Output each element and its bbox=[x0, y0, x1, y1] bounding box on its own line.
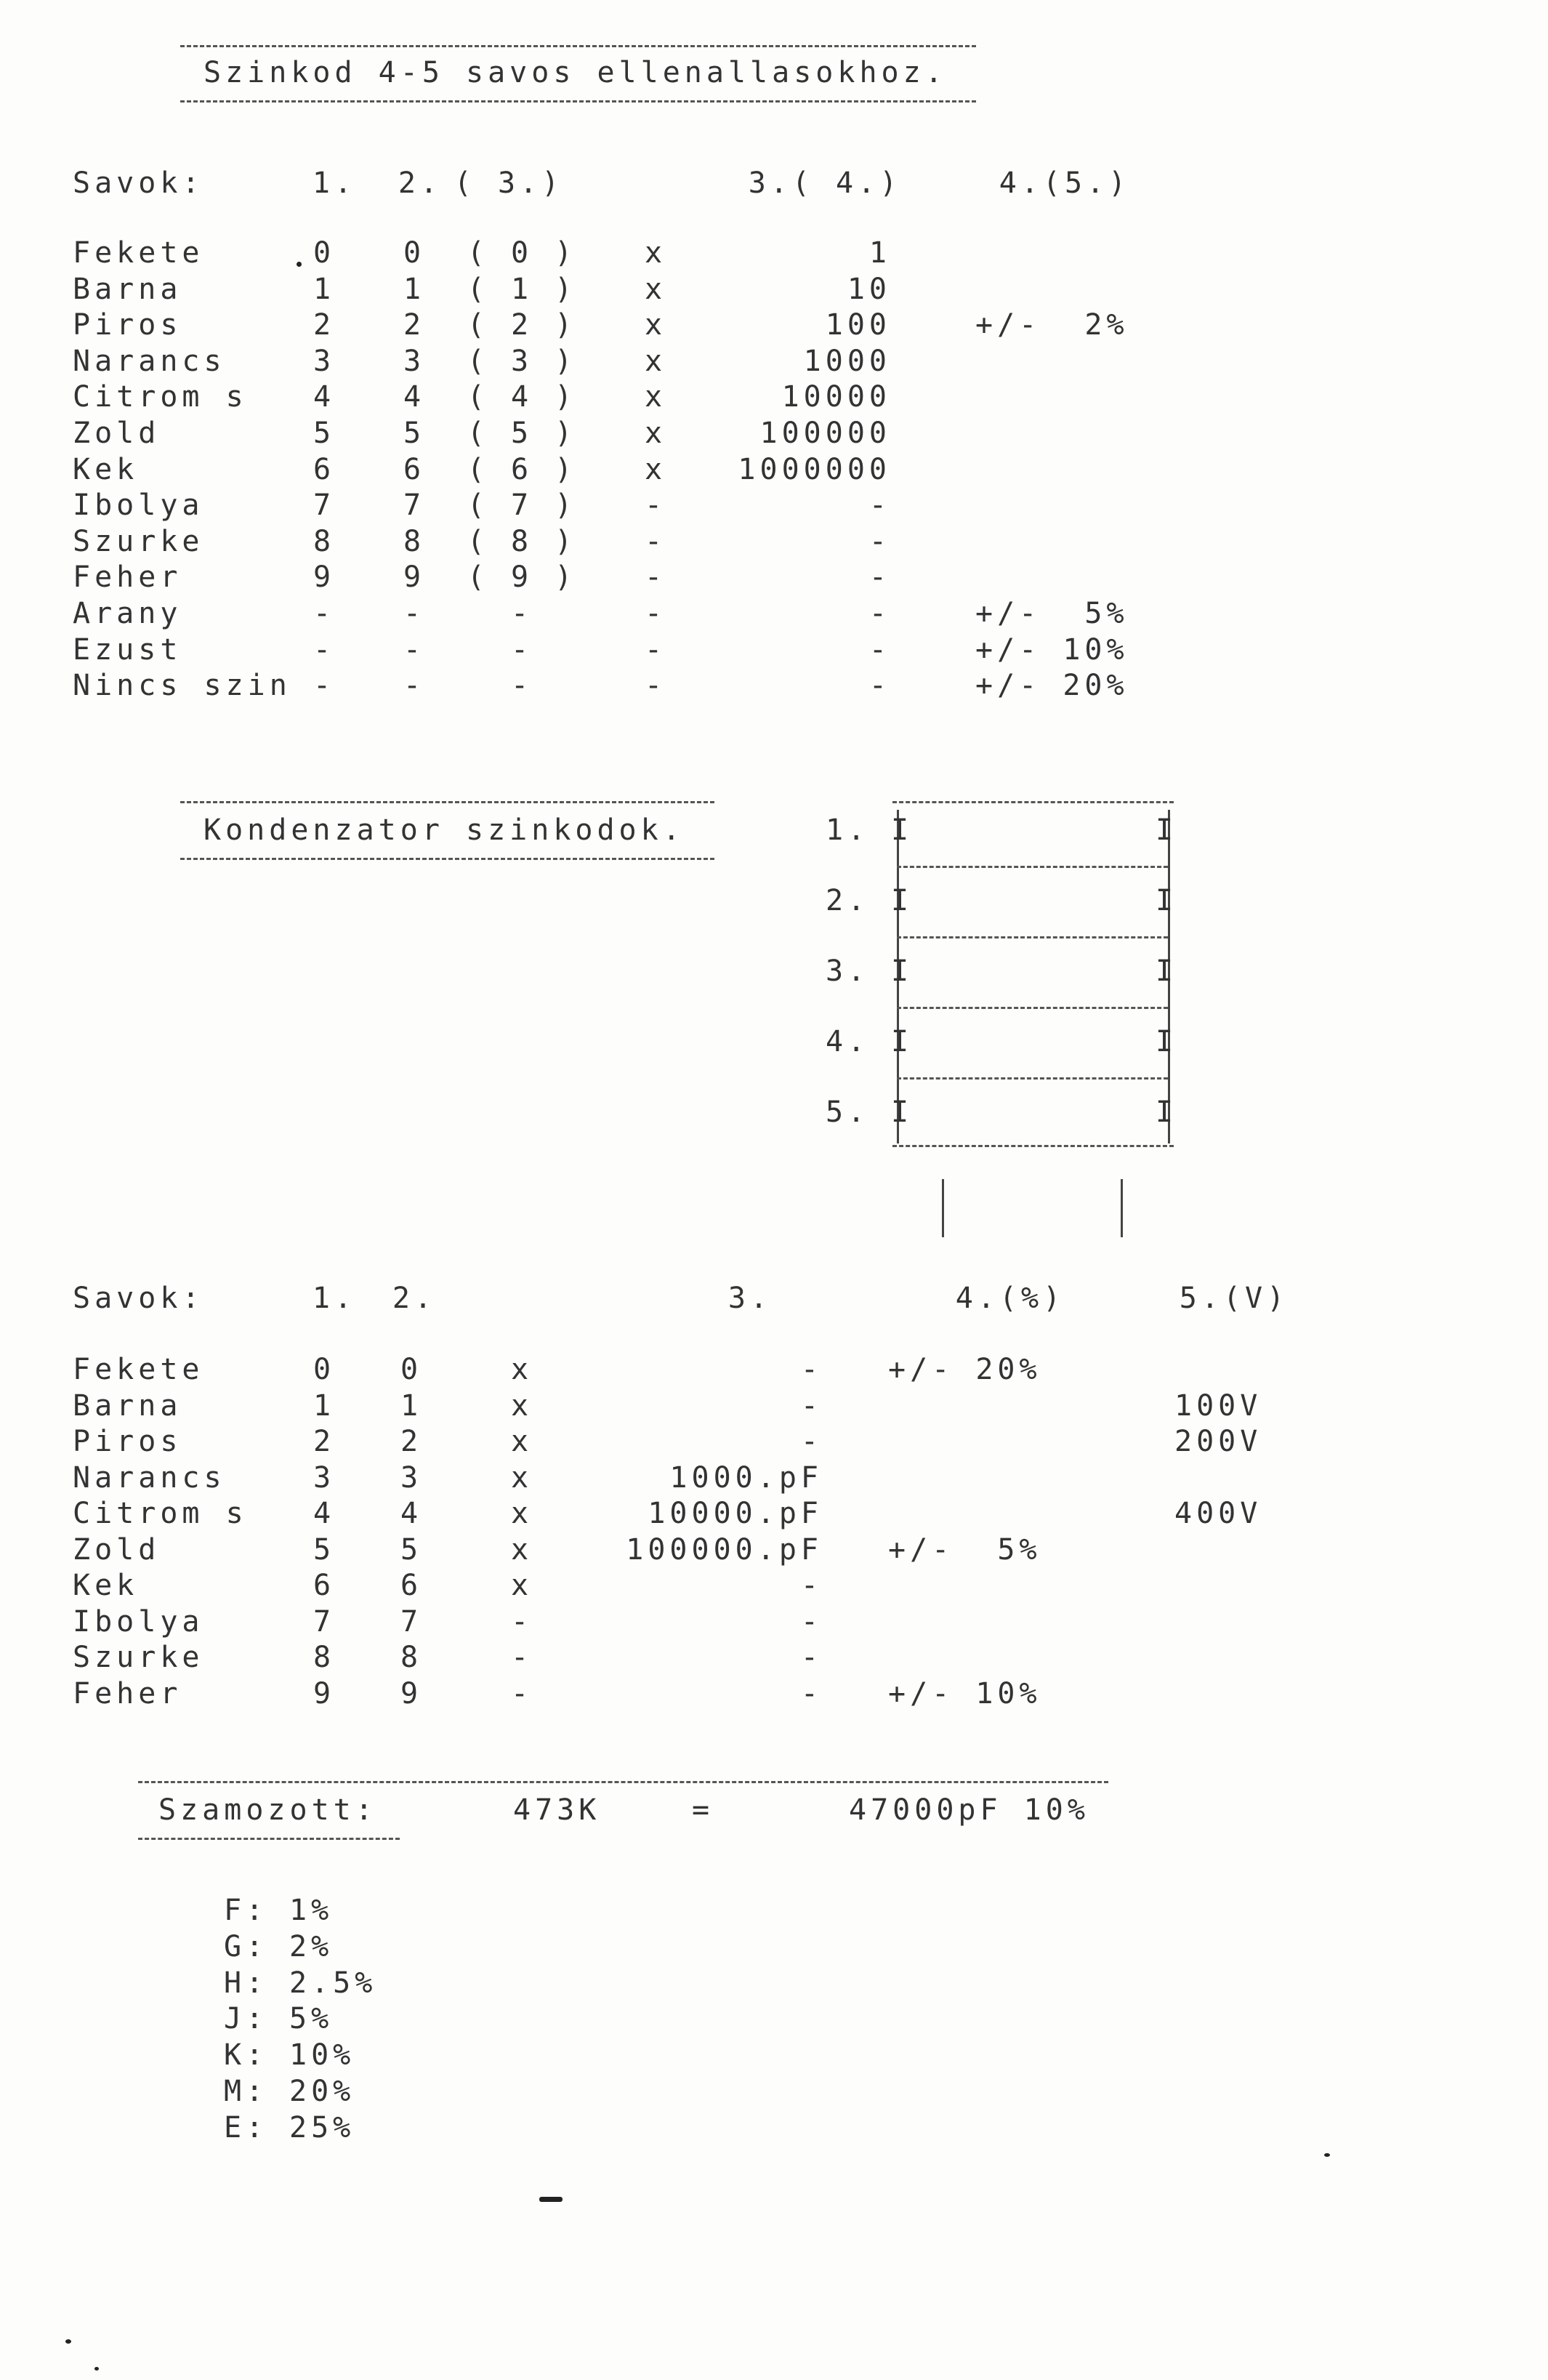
capacitor-color-name: Citrom s bbox=[73, 1497, 248, 1530]
resistor-band-1: - bbox=[313, 597, 336, 630]
diagram-post-glyph: I bbox=[1156, 1025, 1178, 1058]
capacitor-band-2: 7 bbox=[400, 1604, 423, 1639]
capacitor-multiplier-mark: x bbox=[510, 1497, 533, 1530]
cap-title-rule-top bbox=[180, 801, 714, 803]
resistor-multiplier: - bbox=[868, 489, 891, 523]
tolerance-letter: G: bbox=[224, 1929, 268, 1963]
tolerance-letter: M: bbox=[224, 2075, 268, 2108]
resistor-multiplier-mark: - bbox=[644, 597, 667, 630]
resistor-band-3: ( 3 ) bbox=[467, 344, 577, 378]
resistor-color-name: Zold bbox=[73, 417, 161, 450]
diagram-band-divider bbox=[897, 866, 1168, 868]
resistor-band-1: 0 bbox=[313, 236, 336, 270]
capacitor-band-2: 1 bbox=[400, 1388, 423, 1423]
numbered-label: Szamozott: bbox=[158, 1793, 377, 1827]
capacitor-color-name: Zold bbox=[73, 1532, 161, 1567]
capacitor-band-2: 6 bbox=[400, 1569, 423, 1602]
resistor-band-2: 1 bbox=[403, 272, 426, 306]
resistor-multiplier-mark: x bbox=[644, 308, 667, 342]
capacitor-voltage: 400V bbox=[1174, 1497, 1262, 1530]
capacitor-header-cell: 2. bbox=[392, 1282, 437, 1315]
resistor-multiplier-mark: - bbox=[644, 489, 667, 523]
resistor-band-2: 5 bbox=[403, 417, 426, 450]
capacitor-header-cell: Savok: bbox=[73, 1282, 204, 1315]
resistor-multiplier: 1 bbox=[868, 236, 891, 270]
diagram-top-border bbox=[892, 801, 1174, 803]
resistor-multiplier: - bbox=[868, 524, 891, 558]
diagram-band-divider bbox=[897, 1007, 1168, 1009]
resistor-color-name: Feher bbox=[73, 560, 182, 595]
resistor-multiplier-mark: - bbox=[644, 560, 667, 595]
diagram-band-number: 2. bbox=[826, 884, 870, 917]
tolerance-value: 5% bbox=[289, 2002, 334, 2036]
resistor-band-2: 8 bbox=[403, 524, 426, 558]
diagram-post-glyph: I bbox=[891, 884, 914, 917]
resistor-band-3: ( 2 ) bbox=[467, 308, 577, 342]
capacitor-color-name: Ibolya bbox=[73, 1604, 204, 1639]
resistor-band-2: 9 bbox=[403, 560, 426, 595]
scan-speck bbox=[94, 2367, 99, 2371]
tolerance-value: 25% bbox=[289, 2110, 355, 2144]
capacitor-band-2: 0 bbox=[400, 1353, 423, 1386]
capacitor-multiplier: - bbox=[800, 1388, 823, 1423]
diagram-band-divider bbox=[897, 936, 1168, 938]
resistor-multiplier-mark: x bbox=[644, 344, 667, 378]
resistor-header-cell: 2. bbox=[398, 166, 443, 200]
capacitor-band-1: 0 bbox=[313, 1353, 336, 1386]
diagram-post-glyph: I bbox=[891, 813, 914, 847]
diagram-post-glyph: I bbox=[891, 954, 914, 988]
capacitor-tolerance: +/- 5% bbox=[888, 1532, 1041, 1567]
capacitor-multiplier-mark: x bbox=[510, 1460, 533, 1495]
tolerance-value: 1% bbox=[289, 1894, 334, 1927]
resistor-header-cell: Savok: bbox=[73, 166, 204, 200]
resistor-color-name: Citrom s bbox=[73, 380, 248, 414]
capacitor-band-2: 2 bbox=[400, 1425, 423, 1458]
title-rule-top bbox=[180, 45, 976, 47]
resistor-color-name: Nincs szin bbox=[73, 669, 291, 703]
resistor-multiplier: - bbox=[868, 597, 891, 630]
tolerance-value: 10% bbox=[289, 2038, 355, 2073]
resistor-color-name: Barna bbox=[73, 272, 182, 306]
title-rule-bottom bbox=[180, 100, 976, 102]
resistor-band-2: - bbox=[403, 597, 426, 630]
capacitor-multiplier-mark: x bbox=[510, 1425, 533, 1458]
resistor-header-cell: 3.( 4.) bbox=[748, 166, 902, 200]
resistor-tolerance: +/- 10% bbox=[975, 632, 1129, 667]
capacitor-multiplier-mark: x bbox=[510, 1569, 533, 1602]
capacitor-color-name: Feher bbox=[73, 1676, 182, 1710]
resistor-band-1: 8 bbox=[313, 524, 336, 558]
capacitor-color-name: Kek bbox=[73, 1569, 139, 1602]
capacitor-multiplier-mark: x bbox=[510, 1532, 533, 1567]
resistor-band-1: - bbox=[313, 632, 336, 667]
capacitor-band-1: 2 bbox=[313, 1425, 336, 1458]
resistor-band-3: ( 6 ) bbox=[467, 452, 577, 486]
capacitor-band-1: 8 bbox=[313, 1641, 336, 1674]
capacitor-color-name: Narancs bbox=[73, 1460, 226, 1495]
capacitor-multiplier: 1000.pF bbox=[669, 1460, 823, 1495]
resistor-band-2: 3 bbox=[403, 344, 426, 378]
resistor-band-1: 9 bbox=[313, 560, 336, 595]
capacitor-multiplier: 10000.pF bbox=[648, 1497, 823, 1530]
numbered-rule-top bbox=[138, 1781, 1108, 1783]
capacitor-band-2: 9 bbox=[400, 1676, 423, 1710]
resistor-multiplier-mark: x bbox=[644, 417, 667, 450]
numbered-code: 473K bbox=[513, 1793, 601, 1827]
resistor-multiplier-mark: x bbox=[644, 452, 667, 486]
tolerance-value: 20% bbox=[289, 2075, 355, 2108]
resistor-color-name: Szurke bbox=[73, 524, 204, 558]
resistor-band-3: ( 7 ) bbox=[467, 489, 577, 523]
capacitor-header-cell: 1. bbox=[312, 1282, 357, 1315]
resistor-band-3: ( 0 ) bbox=[467, 236, 577, 270]
diagram-post-glyph: I bbox=[1156, 1095, 1178, 1129]
resistor-multiplier: - bbox=[868, 560, 891, 595]
capacitor-band-1: 6 bbox=[313, 1569, 336, 1602]
resistor-header-cell: 4.(5.) bbox=[999, 166, 1131, 200]
capacitor-band-1: 4 bbox=[313, 1497, 336, 1530]
diagram-lead-right bbox=[1121, 1179, 1123, 1237]
resistor-band-1: 6 bbox=[313, 452, 336, 486]
resistor-color-name: Kek bbox=[73, 452, 139, 486]
resistor-band-3: ( 8 ) bbox=[467, 524, 577, 558]
resistor-band-2: 0 bbox=[403, 236, 426, 270]
scan-speck bbox=[297, 262, 302, 267]
resistor-band-2: - bbox=[403, 669, 426, 703]
resistor-multiplier: 10000 bbox=[781, 380, 891, 414]
capacitor-band-1: 7 bbox=[313, 1604, 336, 1639]
capacitor-multiplier: 100000.pF bbox=[626, 1532, 823, 1567]
diagram-band-divider bbox=[897, 1077, 1168, 1080]
capacitor-title: Kondenzator szinkodok. bbox=[203, 813, 685, 847]
resistor-band-3: - bbox=[510, 597, 533, 630]
resistor-band-2: 7 bbox=[403, 489, 426, 523]
resistor-band-1: 7 bbox=[313, 489, 336, 523]
capacitor-multiplier: - bbox=[800, 1353, 823, 1386]
diagram-band-number: 3. bbox=[826, 954, 870, 988]
resistor-tolerance: +/- 2% bbox=[975, 308, 1129, 342]
diagram-post-glyph: I bbox=[891, 1025, 914, 1058]
capacitor-color-name: Fekete bbox=[73, 1353, 204, 1386]
tolerance-value: 2.5% bbox=[289, 1966, 377, 2000]
numbered-value: 47000pF 10% bbox=[849, 1793, 1089, 1827]
resistor-multiplier: 100000 bbox=[759, 417, 891, 450]
diagram-post-glyph: I bbox=[1156, 954, 1178, 988]
resistor-color-name: Ezust bbox=[73, 632, 182, 667]
capacitor-multiplier-mark: x bbox=[510, 1388, 533, 1423]
diagram-band-number: 4. bbox=[826, 1025, 870, 1058]
resistor-tolerance: +/- 20% bbox=[975, 669, 1129, 703]
resistor-color-name: Ibolya bbox=[73, 489, 204, 523]
resistor-color-name: Arany bbox=[73, 597, 182, 630]
numbered-equals: = bbox=[692, 1793, 714, 1827]
resistor-header-cell: ( 3.) bbox=[453, 166, 564, 200]
tolerance-letter: J: bbox=[224, 2002, 268, 2036]
diagram-post-glyph: I bbox=[1156, 813, 1178, 847]
capacitor-multiplier: - bbox=[800, 1425, 823, 1458]
tolerance-letter: E: bbox=[224, 2110, 268, 2144]
capacitor-voltage: 200V bbox=[1174, 1425, 1262, 1458]
resistor-band-1: 1 bbox=[313, 272, 336, 306]
capacitor-band-1: 9 bbox=[313, 1676, 336, 1710]
capacitor-voltage: 100V bbox=[1174, 1388, 1262, 1423]
capacitor-band-2: 8 bbox=[400, 1641, 423, 1674]
capacitor-tolerance: +/- 10% bbox=[888, 1676, 1041, 1710]
capacitor-multiplier: - bbox=[800, 1569, 823, 1602]
diagram-post-glyph: I bbox=[891, 1095, 914, 1129]
capacitor-band-2: 3 bbox=[400, 1460, 423, 1495]
capacitor-multiplier: - bbox=[800, 1676, 823, 1710]
capacitor-band-2: 5 bbox=[400, 1532, 423, 1567]
tolerance-letter: H: bbox=[224, 1966, 268, 2000]
resistor-color-name: Narancs bbox=[73, 344, 226, 378]
diagram-band-number: 1. bbox=[826, 813, 870, 847]
resistor-band-1: 5 bbox=[313, 417, 336, 450]
capacitor-band-1: 1 bbox=[313, 1388, 336, 1423]
diagram-bottom-border bbox=[892, 1145, 1174, 1147]
resistor-band-1: 3 bbox=[313, 344, 336, 378]
capacitor-header-cell: 4.(%) bbox=[955, 1282, 1065, 1315]
capacitor-multiplier-mark: x bbox=[510, 1353, 533, 1386]
resistor-band-1: 2 bbox=[313, 308, 336, 342]
resistor-band-3: - bbox=[510, 632, 533, 667]
capacitor-header-cell: 5.(V) bbox=[1179, 1282, 1289, 1315]
resistor-multiplier-mark: - bbox=[644, 632, 667, 667]
resistor-multiplier-mark: - bbox=[644, 524, 667, 558]
resistor-multiplier-mark: x bbox=[644, 380, 667, 414]
diagram-band-number: 5. bbox=[826, 1095, 870, 1129]
cap-title-rule-bottom bbox=[180, 858, 714, 860]
resistor-band-3: ( 5 ) bbox=[467, 417, 577, 450]
resistor-multiplier: 10 bbox=[847, 272, 891, 306]
scan-speck bbox=[539, 2197, 563, 2202]
resistor-band-2: - bbox=[403, 632, 426, 667]
capacitor-multiplier: - bbox=[800, 1604, 823, 1639]
resistor-multiplier-mark: - bbox=[644, 669, 667, 703]
resistor-multiplier-mark: x bbox=[644, 236, 667, 270]
tolerance-letter: K: bbox=[224, 2038, 268, 2073]
resistor-color-name: Piros bbox=[73, 308, 182, 342]
resistor-band-3: ( 9 ) bbox=[467, 560, 577, 595]
resistor-band-2: 6 bbox=[403, 452, 426, 486]
resistor-title: Szinkod 4-5 savos ellenallasokhoz. bbox=[203, 56, 947, 89]
resistor-band-1: - bbox=[313, 669, 336, 703]
capacitor-multiplier-mark: - bbox=[510, 1641, 533, 1674]
diagram-post-glyph: I bbox=[1156, 884, 1178, 917]
resistor-band-2: 4 bbox=[403, 380, 426, 414]
scan-speck bbox=[1324, 2153, 1330, 2157]
resistor-multiplier: 1000000 bbox=[738, 452, 891, 486]
resistor-band-3: ( 4 ) bbox=[467, 380, 577, 414]
capacitor-color-name: Piros bbox=[73, 1425, 182, 1458]
resistor-header-cell: 1. bbox=[312, 166, 357, 200]
capacitor-band-1: 5 bbox=[313, 1532, 336, 1567]
tolerance-value: 2% bbox=[289, 1929, 334, 1963]
resistor-multiplier: 1000 bbox=[803, 344, 891, 378]
capacitor-multiplier: - bbox=[800, 1641, 823, 1674]
capacitor-band-2: 4 bbox=[400, 1497, 423, 1530]
resistor-band-2: 2 bbox=[403, 308, 426, 342]
resistor-band-1: 4 bbox=[313, 380, 336, 414]
resistor-band-3: - bbox=[510, 669, 533, 703]
capacitor-multiplier-mark: - bbox=[510, 1604, 533, 1639]
scan-speck bbox=[65, 2339, 71, 2344]
capacitor-multiplier-mark: - bbox=[510, 1676, 533, 1710]
capacitor-header-cell: 3. bbox=[727, 1282, 773, 1315]
capacitor-tolerance: +/- 20% bbox=[888, 1353, 1041, 1386]
resistor-multiplier: - bbox=[868, 669, 891, 703]
diagram-lead-left bbox=[942, 1179, 944, 1237]
resistor-multiplier: 100 bbox=[825, 308, 891, 342]
capacitor-color-name: Szurke bbox=[73, 1641, 204, 1674]
resistor-tolerance: +/- 5% bbox=[975, 597, 1129, 630]
resistor-multiplier: - bbox=[868, 632, 891, 667]
tolerance-letter: F: bbox=[224, 1894, 268, 1927]
capacitor-band-1: 3 bbox=[313, 1460, 336, 1495]
resistor-color-name: Fekete bbox=[73, 236, 204, 270]
resistor-band-3: ( 1 ) bbox=[467, 272, 577, 306]
numbered-rule-bottom bbox=[138, 1838, 400, 1840]
resistor-multiplier-mark: x bbox=[644, 272, 667, 306]
capacitor-color-name: Barna bbox=[73, 1388, 182, 1423]
